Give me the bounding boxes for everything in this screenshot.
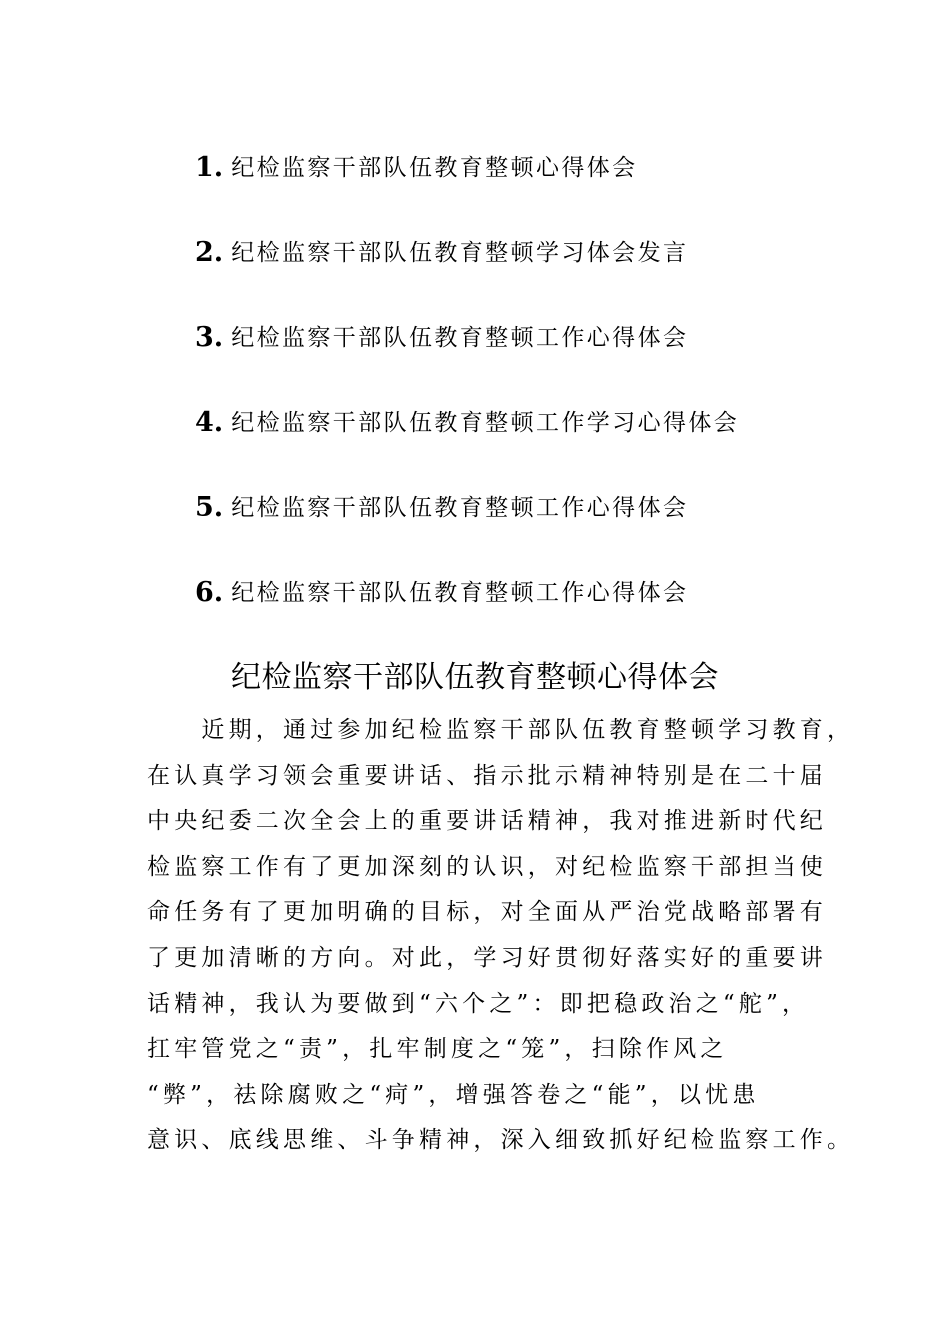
toc-item-title: 纪检监察干部队伍教育整顿工作心得体会: [231, 580, 689, 606]
body-line: 意识、底线思维、斗争精神，深入细致抓好纪检监察工作。: [147, 1127, 855, 1154]
toc-item-number: 6.: [195, 577, 224, 608]
body-line: 在认真学习领会重要讲话、指示批示精神特别是在二十届: [147, 762, 827, 789]
toc-item-title: 纪检监察干部队伍教育整顿工作学习心得体会: [231, 410, 740, 436]
toc-item: [195, 575, 845, 660]
toc-item-number: 3.: [195, 322, 224, 353]
toc-item-number: 4.: [195, 407, 224, 438]
body-line: 检监察工作有了更加深刻的认识，对纪检监察干部担当使: [147, 853, 827, 880]
article-body: [147, 708, 855, 1164]
toc-item: [195, 405, 845, 490]
body-line: 扛牢管党之“责”，扎牢制度之“笼”，扫除作风之: [147, 1036, 728, 1063]
toc-item-title: 纪检监察干部队伍教育整顿学习体会发言: [231, 240, 689, 266]
body-line: 了更加清晰的方向。对此，学习好贯彻好落实好的重要讲: [147, 944, 827, 971]
toc-item-number: 2.: [195, 237, 224, 268]
table-of-contents: [195, 150, 845, 660]
toc-item: [195, 320, 845, 405]
body-line: 话精神，我认为要做到“六个之”：即把稳政治之“舵”，: [147, 990, 810, 1017]
article-title: 纪检监察干部队伍教育整顿心得体会: [231, 660, 719, 695]
toc-item-title: 纪检监察干部队伍教育整顿工作心得体会: [231, 495, 689, 521]
toc-item-number: 1.: [195, 152, 224, 183]
body-line: 近期，通过参加纪检监察干部队伍教育整顿学习教育，: [147, 717, 855, 743]
body-line: 中央纪委二次全会上的重要讲话精神，我对推进新时代纪: [147, 808, 827, 835]
toc-item: [195, 235, 845, 320]
body-line: “弊”，祛除腐败之“疴”，增强答卷之“能”，以忧患: [147, 1081, 760, 1108]
toc-item-number: 5.: [195, 492, 224, 523]
toc-item-title: 纪检监察干部队伍教育整顿工作心得体会: [231, 325, 689, 351]
toc-item: [195, 490, 845, 575]
toc-item: [195, 150, 845, 235]
toc-item-title: 纪检监察干部队伍教育整顿心得体会: [231, 155, 638, 181]
body-line: 命任务有了更加明确的目标，对全面从严治党战略部署有: [147, 899, 827, 926]
